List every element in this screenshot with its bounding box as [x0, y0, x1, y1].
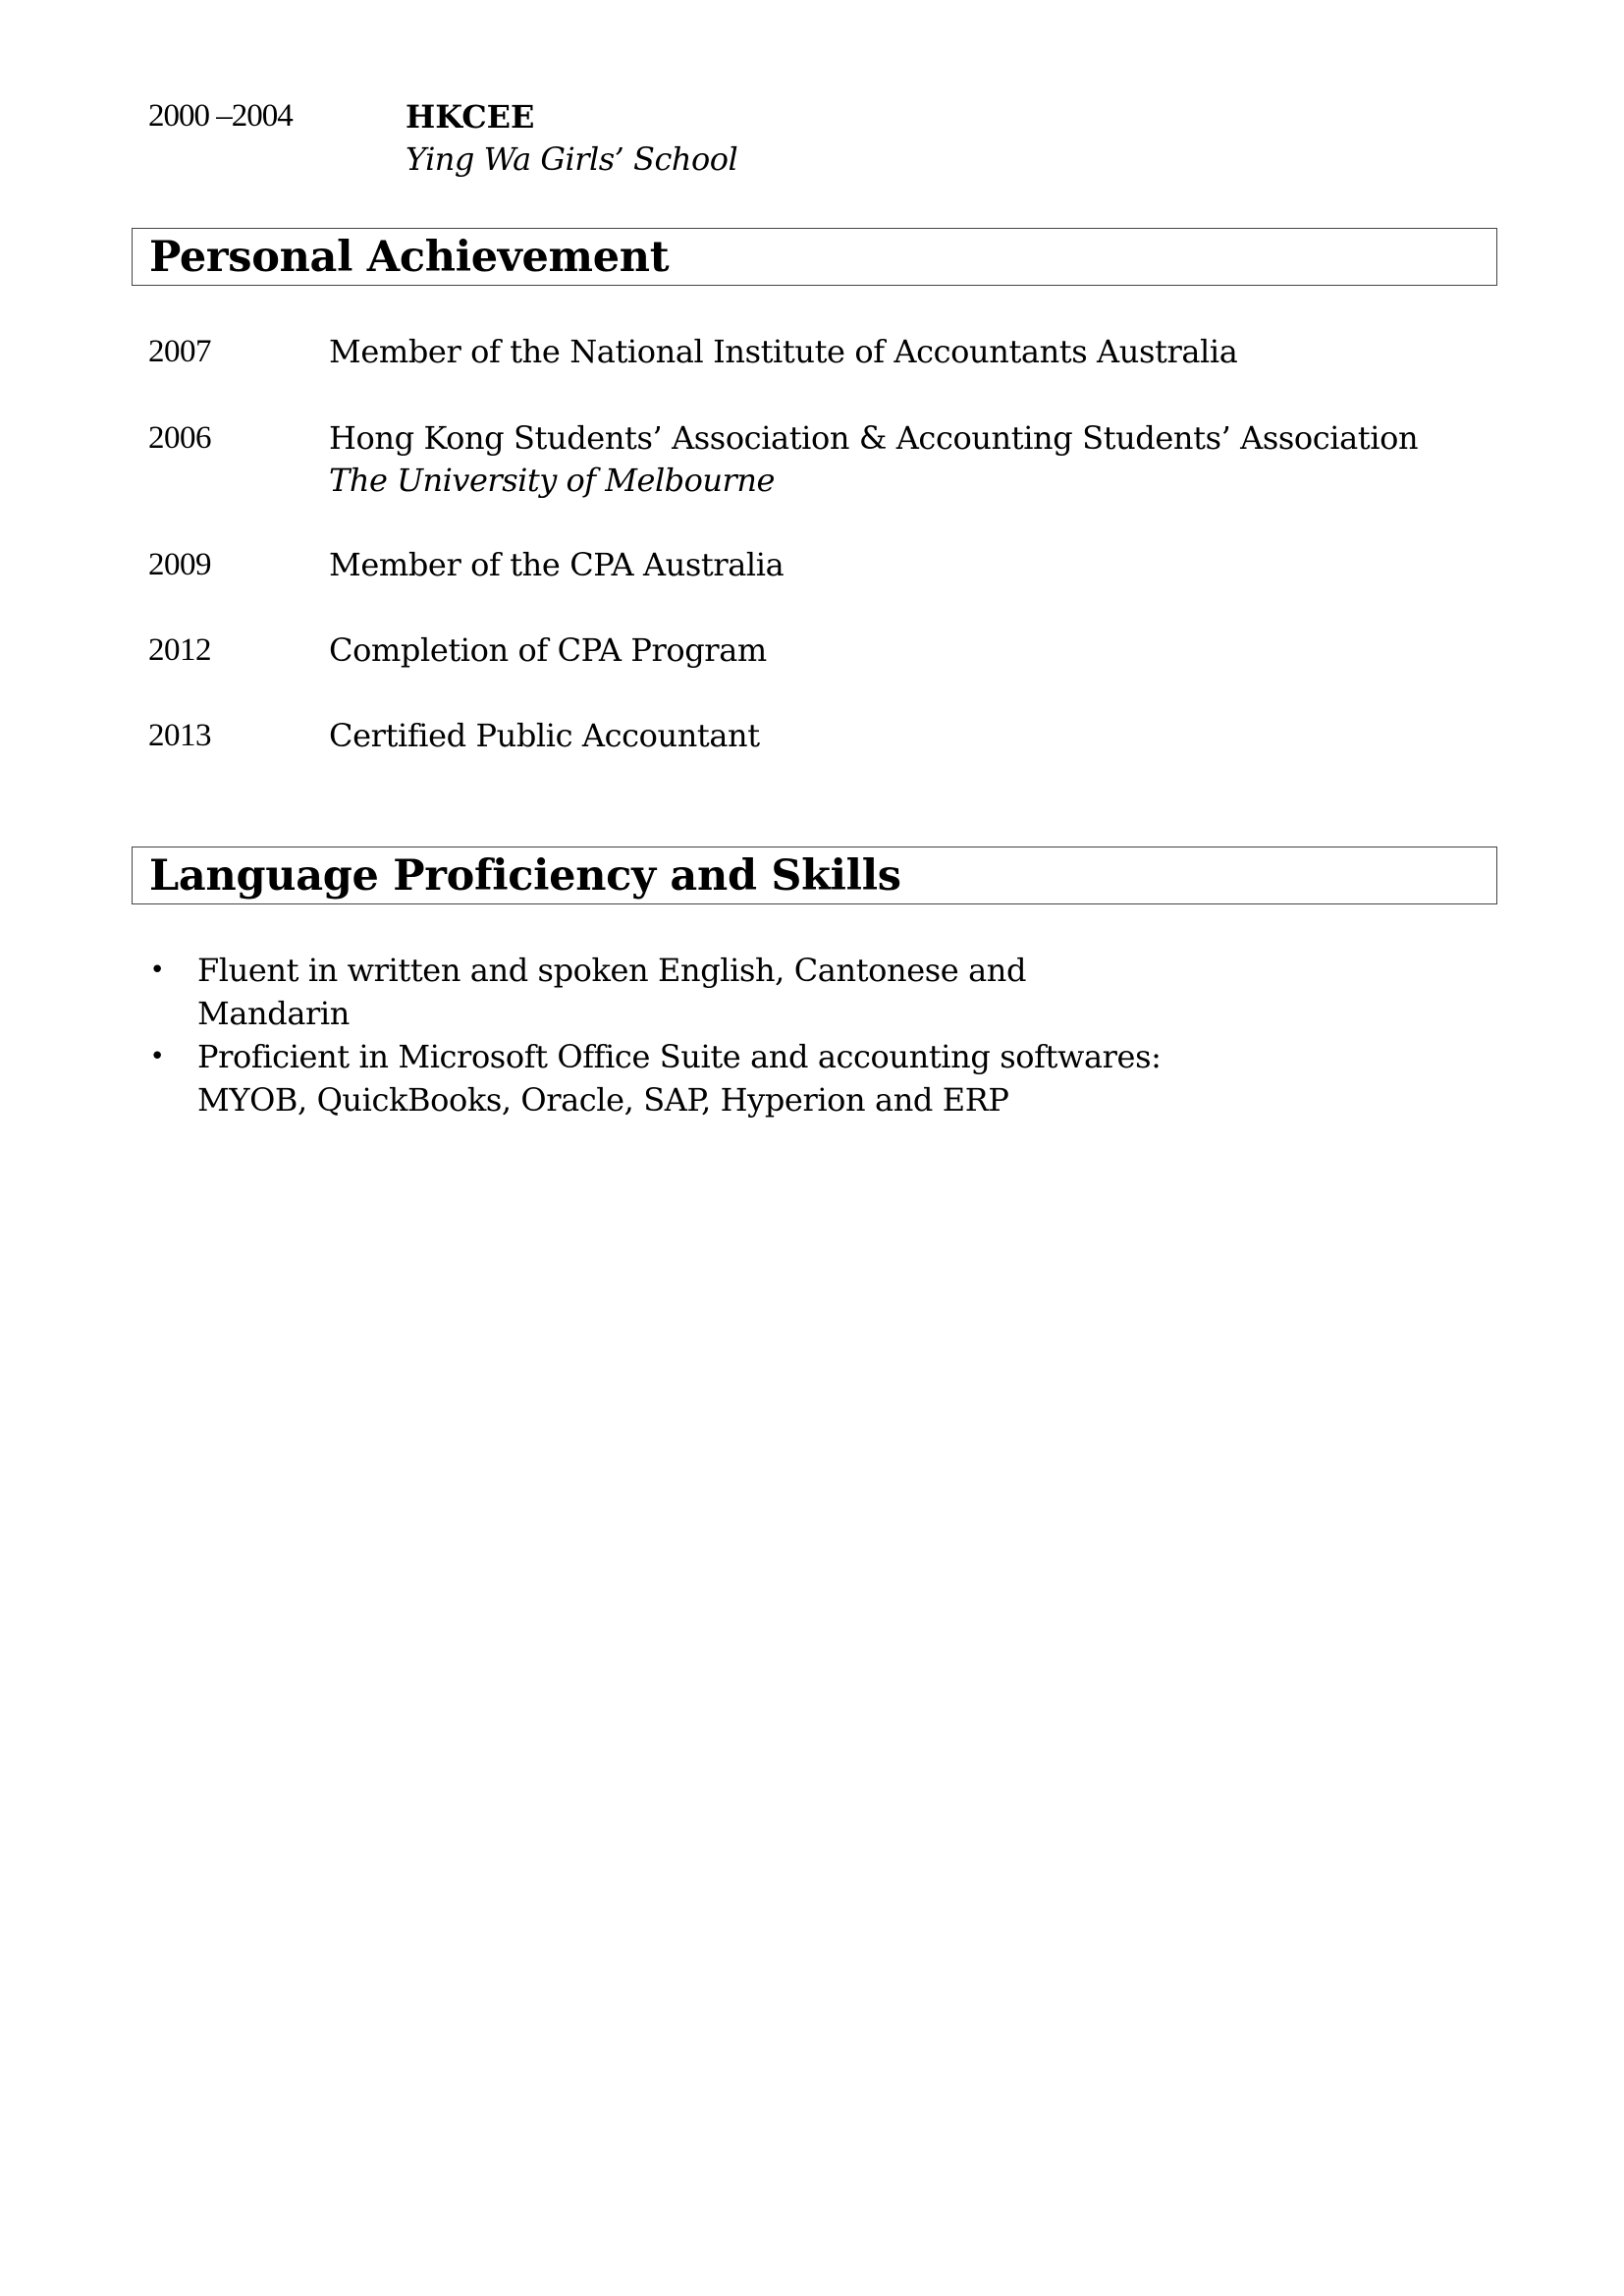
- skill-text: Fluent in written and spoken English, Cantonese and Mandarin: [197, 952, 1027, 1032]
- education-years: 2000 –2004: [148, 98, 293, 134]
- bullet-icon: •: [149, 956, 165, 985]
- skill-text: Proficient in Microsoft Office Suite and accounting softwares: MYOB, QuickBooks, Oracle, SAP, Hyperion and ERP: [197, 1038, 1162, 1119]
- skills-list: [147, 949, 1483, 1121]
- list-item: [147, 1035, 1483, 1121]
- achievement-text: Certified Public Accountant: [329, 717, 760, 754]
- achievement-section-header: [132, 228, 1497, 286]
- achievement-year: 2009: [148, 547, 211, 582]
- achievement-institution: The University of Melbourne: [329, 462, 775, 499]
- achievement-year: 2012: [148, 632, 211, 668]
- achievement-year: 2007: [148, 334, 211, 369]
- achievement-text: Hong Kong Students’ Association & Accounting Students’ Association: [329, 419, 1419, 457]
- language-section-header: [132, 847, 1497, 904]
- education-school: Ying Wa Girls’ School: [406, 140, 738, 178]
- achievement-text: Member of the National Institute of Accountants Australia: [329, 333, 1238, 370]
- section-title: Language Proficiency and Skills: [149, 851, 901, 901]
- education-qualification: HKCEE: [406, 98, 535, 136]
- section-title: Personal Achievement: [149, 233, 670, 282]
- achievement-text: Member of the CPA Australia: [329, 546, 785, 583]
- achievement-year: 2006: [148, 420, 211, 456]
- list-item: [147, 949, 1483, 1035]
- achievement-text: Completion of CPA Program: [329, 631, 767, 669]
- achievement-year: 2013: [148, 718, 211, 753]
- bullet-icon: •: [149, 1042, 165, 1071]
